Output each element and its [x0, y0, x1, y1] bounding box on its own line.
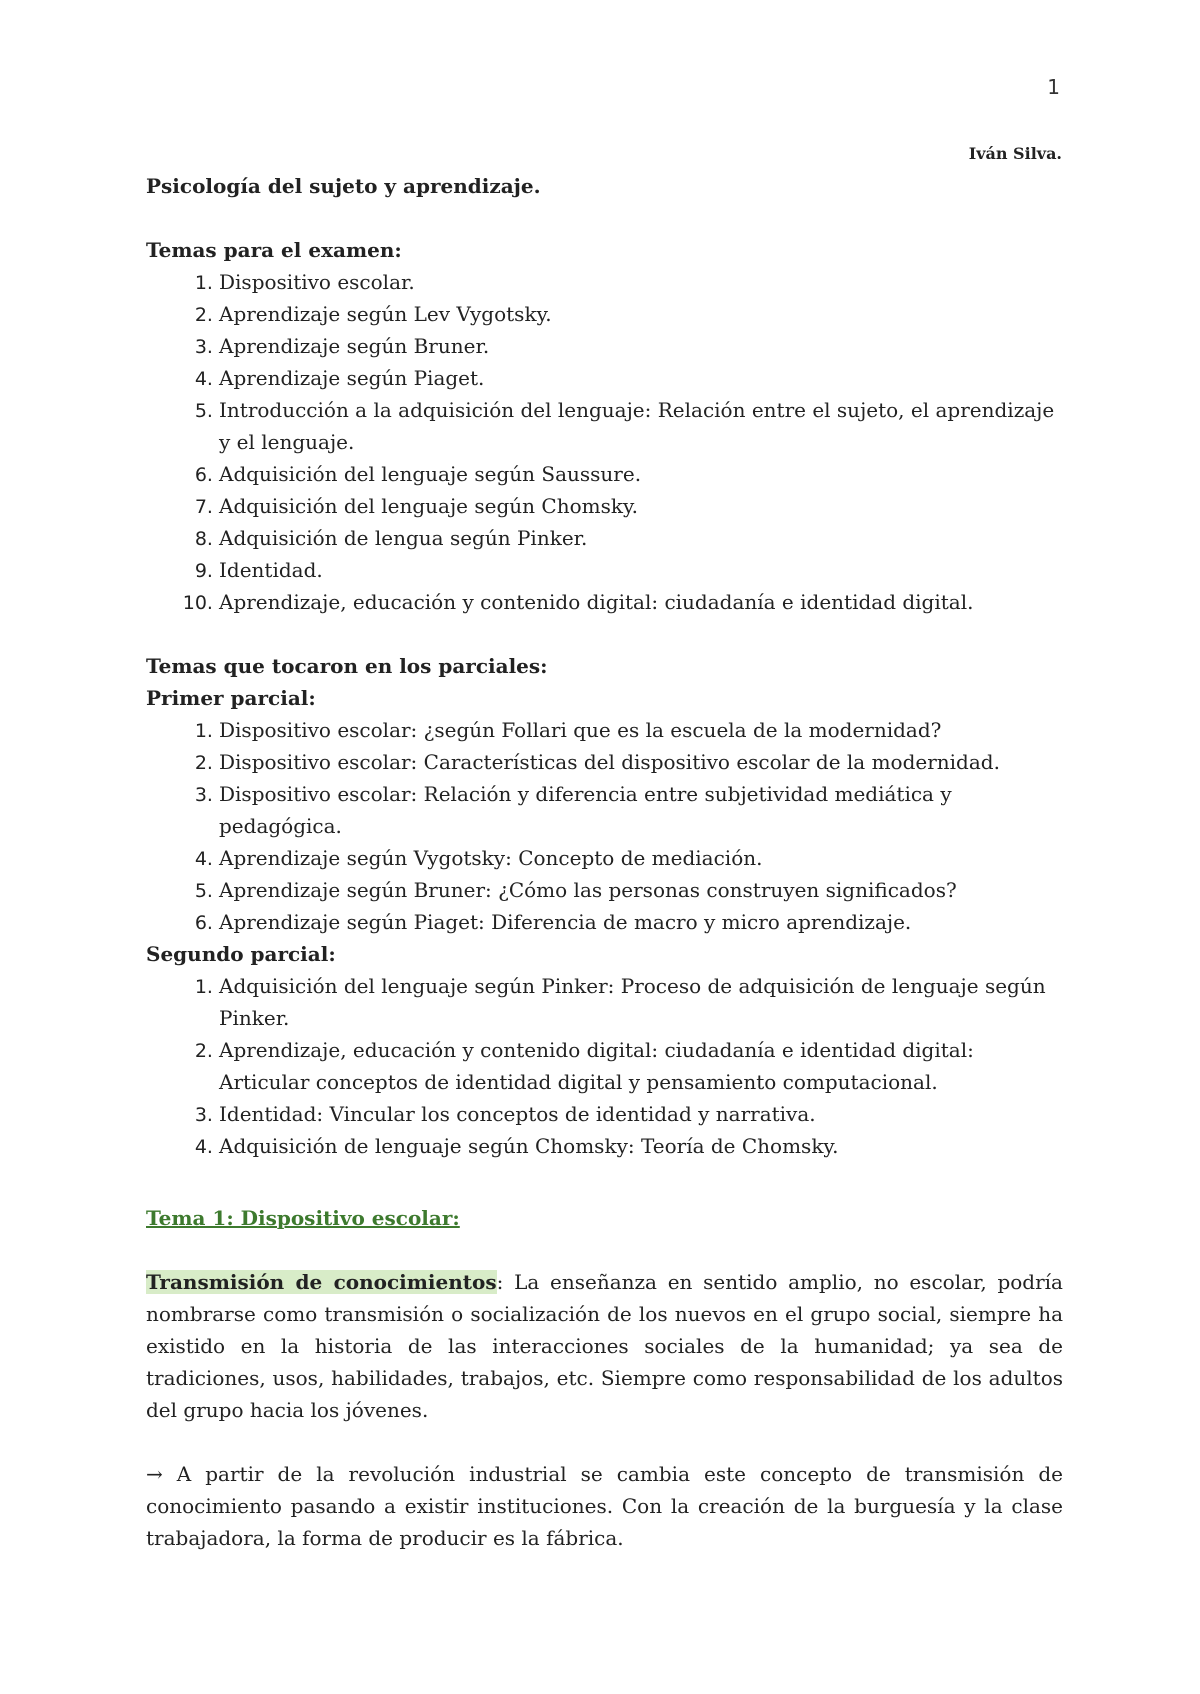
list-item: 2. Dispositivo escolar: Características del dispositivo escolar de la modernidad. — [219, 746, 1063, 778]
list-item: 6. Adquisición del lenguaje según Saussure. — [219, 458, 1063, 490]
list-item: 10. Aprendizaje, educación y contenido digital: ciudadanía e identidad digital. — [219, 586, 1063, 618]
list-item: 1. Dispositivo escolar. — [219, 266, 1063, 298]
list-item: 4. Aprendizaje según Piaget. — [219, 362, 1063, 394]
list-item: 6. Aprendizaje según Piaget: Diferencia de macro y micro aprendizaje. — [219, 906, 1063, 938]
list-item: 5. Introducción a la adquisición del lenguaje: Relación entre el sujeto, el aprendizaje y el lenguaje. — [219, 394, 1063, 458]
first-partial-heading: Primer parcial: — [146, 686, 316, 710]
list-item: 1. Dispositivo escolar: ¿según Follari que es la escuela de la modernidad? — [219, 714, 1063, 746]
list-item: 5. Aprendizaje según Bruner: ¿Cómo las personas construyen significados? — [219, 874, 1063, 906]
list-item: 2. Aprendizaje, educación y contenido digital: ciudadanía e identidad digital: Articular conceptos de identidad digital y pensamiento computacional. — [219, 1034, 1063, 1098]
topic1-paragraph-2: → A partir de la revolución industrial se cambia este concepto de transmisión de conocimiento pasando a existir instituciones. Con la creación de la burguesía y la clase trabajadora, la forma de producir es la fábrica. — [146, 1462, 1063, 1550]
list-item: 7. Adquisición del lenguaje según Chomsky. — [219, 490, 1063, 522]
list-item: 1. Adquisición del lenguaje según Pinker: Proceso de adquisición de lenguaje según Pinker. — [219, 970, 1063, 1034]
author-name: Iván Silva. — [968, 144, 1062, 163]
document-body — [146, 170, 1063, 1554]
spacer — [146, 1234, 1063, 1266]
second-partial-list — [146, 970, 1063, 1162]
exam-topics-list — [146, 266, 1063, 618]
exam-topics-heading: Temas para el examen: — [146, 238, 402, 262]
list-item: 9. Identidad. — [219, 554, 1063, 586]
partial-topics-heading: Temas que tocaron en los parciales: — [146, 654, 548, 678]
list-item: 4. Aprendizaje según Vygotsky: Concepto de mediación. — [219, 842, 1063, 874]
list-item: 3. Identidad: Vincular los conceptos de identidad y narrativa. — [219, 1098, 1063, 1130]
first-partial-list — [146, 714, 1063, 938]
spacer — [146, 1426, 1063, 1458]
second-partial-heading: Segundo parcial: — [146, 942, 336, 966]
list-item: 8. Adquisición de lengua según Pinker. — [219, 522, 1063, 554]
spacer — [146, 618, 1063, 650]
page-number: 1 — [1047, 75, 1060, 99]
list-item: 3. Dispositivo escolar: Relación y diferencia entre subjetividad mediática y pedagógica. — [219, 778, 1063, 842]
topic1-heading: Tema 1: Dispositivo escolar: — [146, 1206, 460, 1230]
paragraph-text: : La enseñanza en sentido amplio, no escolar, podría nombrarse como transmisión o socialización de los nuevos en el grupo social, siempre ha existido en la historia de las interacciones sociales de la humanidad; ya sea de tradiciones, usos, habilidades, trabajos, etc. Siempre como responsabilidad de los adultos del grupo hacia los jóvenes. — [146, 1270, 1063, 1422]
document-title: Psicología del sujeto y aprendizaje. — [146, 174, 541, 198]
list-item: 2. Aprendizaje según Lev Vygotsky. — [219, 298, 1063, 330]
highlighted-term: Transmisión de conocimientos — [146, 1270, 497, 1294]
topic1-paragraph-1 — [146, 1266, 1063, 1426]
list-item: 4. Adquisición de lenguaje según Chomsky: Teoría de Chomsky. — [219, 1130, 1063, 1162]
spacer — [146, 1162, 1063, 1194]
list-item: 3. Aprendizaje según Bruner. — [219, 330, 1063, 362]
